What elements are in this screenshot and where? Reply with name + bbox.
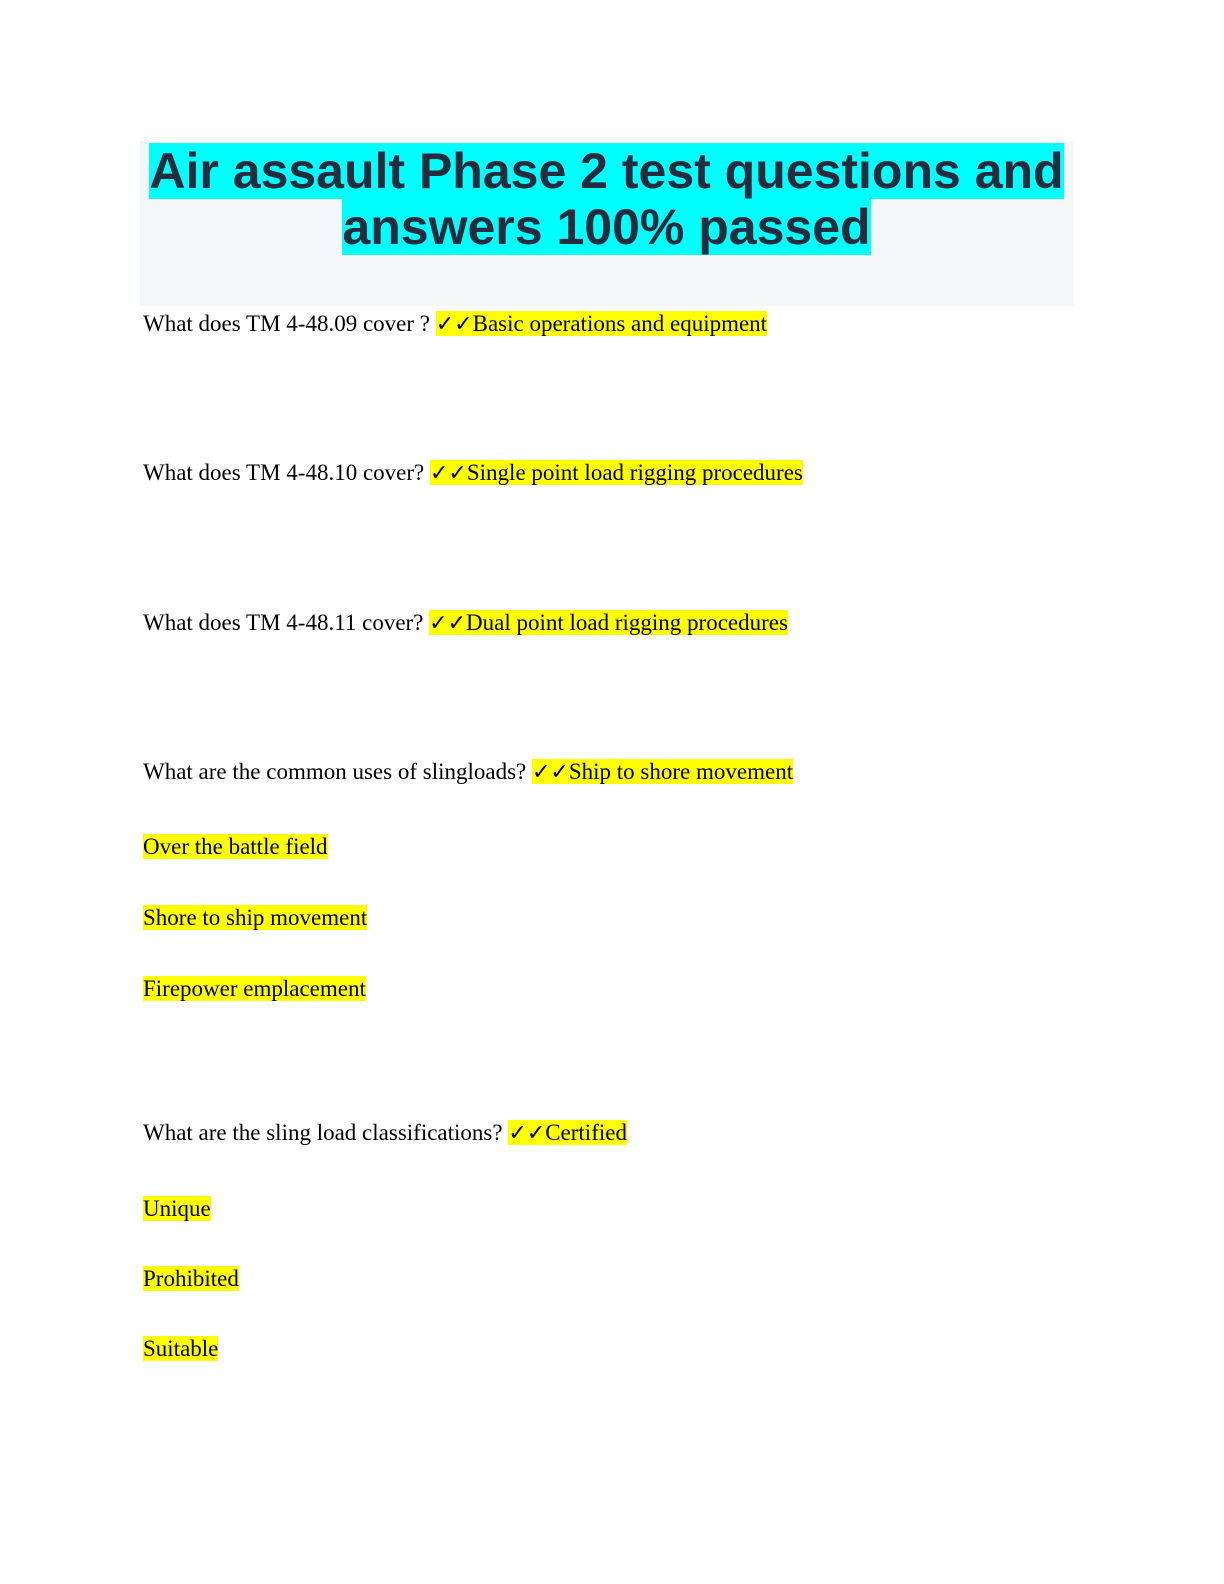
answer-continuation: [143, 902, 367, 934]
answer-highlight: [532, 759, 793, 784]
title-line-2: answers 100% passed: [342, 199, 871, 255]
answer-highlight: [429, 610, 788, 635]
answer-text: Firepower emplacement: [143, 976, 366, 1001]
question-text: What does TM 4-48.10 cover?: [143, 460, 425, 485]
double-check-icon: ✓✓: [435, 312, 473, 337]
qa-item-1: [143, 308, 767, 341]
answer-text: Unique: [143, 1196, 211, 1221]
answer-continuation: [143, 1193, 211, 1225]
answer-continuation: [143, 1263, 239, 1295]
answer-highlight: [430, 460, 803, 485]
answer-text: Prohibited: [143, 1266, 239, 1291]
answer-text: Shore to ship movement: [143, 905, 368, 930]
double-check-icon: ✓✓: [430, 461, 467, 486]
answer-highlight: [436, 311, 767, 336]
answer-continuation: [143, 973, 366, 1005]
answer-text: Basic operations and equipment: [472, 311, 768, 336]
double-check-icon: ✓✓: [508, 1121, 546, 1146]
qa-item-5: [143, 1117, 627, 1150]
qa-item-4: [143, 756, 793, 789]
qa-item-3: [143, 607, 788, 640]
double-check-icon: ✓✓: [429, 611, 467, 636]
double-check-icon: ✓✓: [531, 760, 569, 785]
answer-text: Single point load rigging procedures: [466, 460, 803, 485]
answer-text: Ship to shore movement: [568, 759, 794, 784]
title-block: [140, 141, 1073, 306]
answer-text: Certified: [545, 1120, 627, 1145]
question-text: What are the common uses of slingloads?: [143, 759, 527, 784]
document-title: [140, 143, 1073, 255]
question-text: What does TM 4-48.11 cover?: [143, 610, 424, 635]
title-line-1: Air assault Phase 2 test questions and: [149, 143, 1064, 199]
answer-text: Over the battle field: [143, 834, 328, 859]
question-text: What are the sling load classifications?: [143, 1120, 503, 1145]
answer-continuation: [143, 1333, 218, 1365]
question-text: What does TM 4-48.09 cover ?: [143, 311, 430, 336]
answer-continuation: [143, 831, 328, 863]
answer-text: Suitable: [143, 1336, 219, 1361]
answer-highlight: [508, 1120, 627, 1145]
qa-item-2: [143, 457, 803, 490]
answer-text: Dual point load rigging procedures: [466, 610, 788, 635]
